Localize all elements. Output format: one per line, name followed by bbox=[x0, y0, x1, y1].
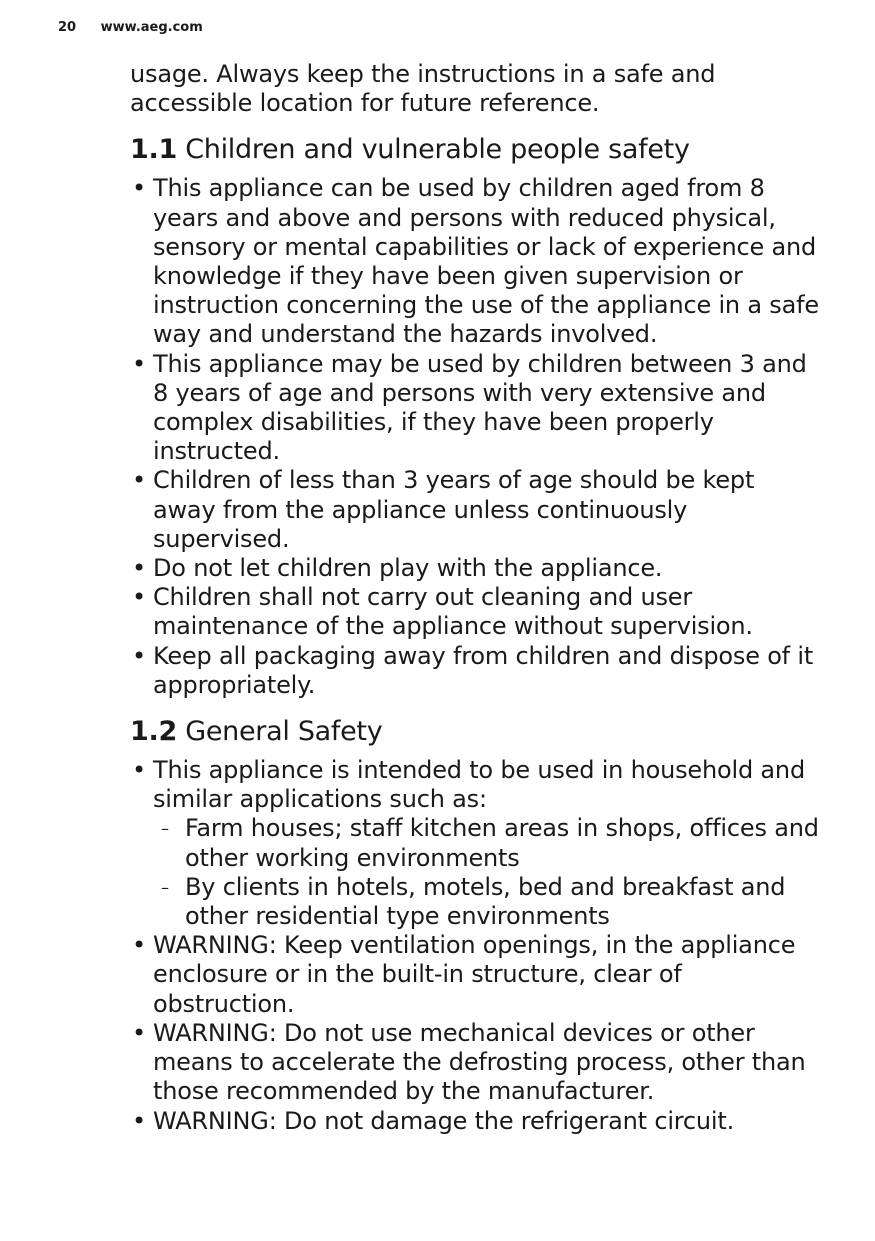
page-header bbox=[58, 20, 203, 35]
sub-list-item-text: By clients in hotels, motels, bed and breakfast and other residential type environments bbox=[185, 872, 786, 931]
intro-paragraph: usage. Always keep the instructions in a safe and accessible location for future reference. bbox=[130, 60, 716, 118]
bullet-icon: • bbox=[132, 756, 146, 785]
bullet-icon: • bbox=[132, 1106, 146, 1135]
list-item-text: Do not let children play with the appliance. bbox=[153, 554, 663, 583]
list-item-text: Keep all packaging away from children and dispose of it appropriately. bbox=[153, 641, 814, 699]
bullet-icon: • bbox=[132, 583, 146, 612]
list-item bbox=[130, 554, 820, 583]
list-item bbox=[130, 642, 820, 700]
bullet-icon: • bbox=[132, 641, 146, 670]
list-item-text: WARNING: Keep ventilation openings, in the appliance enclosure or in the built-in structure, clear of obstruction. bbox=[153, 931, 796, 1018]
page-content bbox=[130, 60, 820, 1136]
list-item bbox=[130, 1019, 820, 1107]
list-item bbox=[130, 756, 820, 931]
bullet-icon: • bbox=[132, 931, 146, 960]
list-item-text: This appliance is intended to be used in household and similar applications such as: bbox=[153, 756, 805, 814]
bullet-icon: • bbox=[132, 466, 146, 495]
bullet-icon: • bbox=[132, 174, 146, 203]
list-item bbox=[130, 466, 820, 554]
section-title: General Safety bbox=[185, 716, 383, 748]
children-safety-list bbox=[130, 174, 820, 700]
sub-list bbox=[153, 814, 820, 931]
general-safety-list bbox=[130, 756, 820, 1136]
section-heading-children-safety bbox=[130, 134, 820, 166]
website-url: www.aeg.com bbox=[100, 20, 203, 35]
bullet-icon: • bbox=[132, 554, 146, 583]
sub-list-item bbox=[153, 814, 820, 872]
list-item bbox=[130, 583, 820, 641]
list-item bbox=[130, 1107, 820, 1136]
list-item-text: Children shall not carry out cleaning and user maintenance of the appliance without supervision. bbox=[153, 583, 753, 641]
list-item-text: This appliance may be used by children between 3 and 8 years of age and persons with very extensive and complex disabilities, if they have been properly instructed. bbox=[153, 349, 807, 466]
dash-icon: – bbox=[161, 877, 169, 897]
section-number: 1.2 bbox=[130, 716, 177, 748]
list-item bbox=[130, 931, 820, 1019]
sub-list-item-text: Farm houses; staff kitchen areas in shops, offices and other working environments bbox=[185, 814, 819, 872]
list-item-text: Children of less than 3 years of age should be kept away from the appliance unless continuously supervised. bbox=[153, 466, 755, 553]
dash-icon: – bbox=[161, 819, 169, 839]
bullet-icon: • bbox=[132, 1018, 146, 1047]
section-title: Children and vulnerable people safety bbox=[185, 134, 690, 166]
list-item bbox=[130, 174, 820, 349]
bullet-icon: • bbox=[132, 349, 146, 378]
list-item-text: WARNING: Do not use mechanical devices or other means to accelerate the defrosting process, other than those recommended by the manufacturer. bbox=[153, 1018, 806, 1106]
section-heading-general-safety bbox=[130, 716, 820, 748]
list-item-text: This appliance can be used by children aged from 8 years and above and persons with reduced physical, sensory or mental capabilities or lack of experience and knowledge if they have been given supervision or instruction concerning the use of the appliance in a safe way and understand the hazards involved. bbox=[153, 174, 819, 349]
page-number: 20 bbox=[58, 20, 77, 35]
list-item bbox=[130, 350, 820, 467]
list-item-text: WARNING: Do not damage the refrigerant circuit. bbox=[153, 1106, 735, 1135]
sub-list-item bbox=[153, 873, 820, 931]
section-number: 1.1 bbox=[130, 134, 177, 166]
